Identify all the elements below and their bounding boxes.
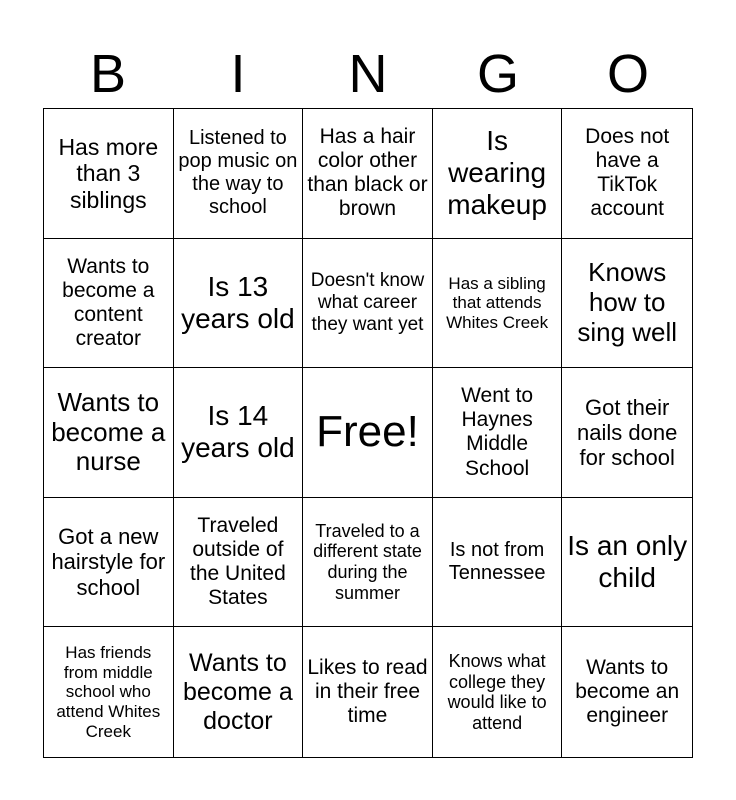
bingo-cell[interactable]: [44, 627, 174, 757]
bingo-cell-text: Does not have a TikTok account: [585, 125, 670, 221]
bingo-cell-text: Traveled to a different state during the summer: [313, 520, 422, 603]
bingo-cell-text: Went to Haynes Middle School: [461, 384, 534, 480]
bingo-cell[interactable]: [44, 239, 174, 369]
header-letter-g: G: [476, 44, 519, 104]
bingo-cell-text: Has friends from middle school who attend Whites Creek: [56, 643, 161, 741]
header-letter-b: B: [89, 44, 127, 104]
bingo-cell-text: Is not from Tennessee: [448, 539, 546, 585]
bingo-cell-text: Has more than 3 siblings: [58, 133, 159, 213]
bingo-cell[interactable]: [562, 368, 692, 498]
bingo-cell[interactable]: [303, 498, 433, 628]
bingo-cell[interactable]: [174, 368, 304, 498]
header-letter-o: O: [606, 44, 649, 104]
bingo-cell-text: Listened to pop music on the way to school: [178, 127, 298, 219]
bingo-cell[interactable]: [174, 239, 304, 369]
bingo-cell[interactable]: [562, 498, 692, 628]
bingo-cell[interactable]: [562, 109, 692, 239]
bingo-cell[interactable]: [562, 627, 692, 757]
bingo-cell-text: Wants to become a doctor: [182, 649, 293, 735]
header-letter-n: N: [348, 44, 388, 104]
bingo-cell[interactable]: [174, 627, 304, 757]
bingo-cell[interactable]: [562, 239, 692, 369]
bingo-cell[interactable]: [433, 239, 563, 369]
bingo-cell[interactable]: [433, 109, 563, 239]
bingo-cell-text: Is wearing makeup: [447, 125, 547, 221]
bingo-cell-text: Traveled outside of the United States: [190, 513, 286, 610]
bingo-cell[interactable]: [44, 368, 174, 498]
bingo-cell[interactable]: [303, 239, 433, 369]
bingo-cell[interactable]: [174, 109, 304, 239]
bingo-cell[interactable]: [174, 498, 304, 628]
bingo-cell[interactable]: [303, 627, 433, 757]
bingo-cell-text: Doesn't know what career they want yet: [310, 270, 425, 335]
bingo-cell[interactable]: [303, 109, 433, 239]
bingo-cell[interactable]: [44, 109, 174, 239]
free-space-cell[interactable]: [303, 368, 433, 498]
bingo-header: [43, 40, 693, 108]
bingo-cell[interactable]: [433, 368, 563, 498]
bingo-cell[interactable]: [44, 498, 174, 628]
header-letter-i: I: [230, 44, 246, 104]
bingo-cell-text: Is an only child: [567, 529, 688, 594]
bingo-cell-text: Is 14 years old: [181, 400, 295, 464]
bingo-cell-text: Wants to become a content creator: [62, 254, 155, 351]
bingo-cell-text: Got a new hairstyle for school: [51, 524, 166, 600]
bingo-cell-text: Knows what college they would like to attend: [447, 650, 547, 733]
bingo-cell-text: Is 13 years old: [181, 270, 295, 334]
bingo-cell-text: Wants to become a nurse: [51, 386, 166, 477]
free-space-text: Free!: [316, 407, 419, 457]
bingo-cell-text: Knows how to sing well: [577, 257, 678, 347]
bingo-cell[interactable]: [433, 498, 563, 628]
bingo-cell-text: Likes to read in their free time: [307, 655, 428, 728]
bingo-cell-text: Got their nails done for school: [577, 394, 678, 471]
bingo-cell-text: Wants to become an engineer: [575, 655, 680, 728]
bingo-cell[interactable]: [433, 627, 563, 757]
bingo-card-grid: [43, 108, 693, 758]
bingo-cell-text: Has a hair color other than black or brown: [307, 125, 428, 221]
bingo-cell-text: Has a sibling that attends Whites Creek: [446, 273, 549, 332]
